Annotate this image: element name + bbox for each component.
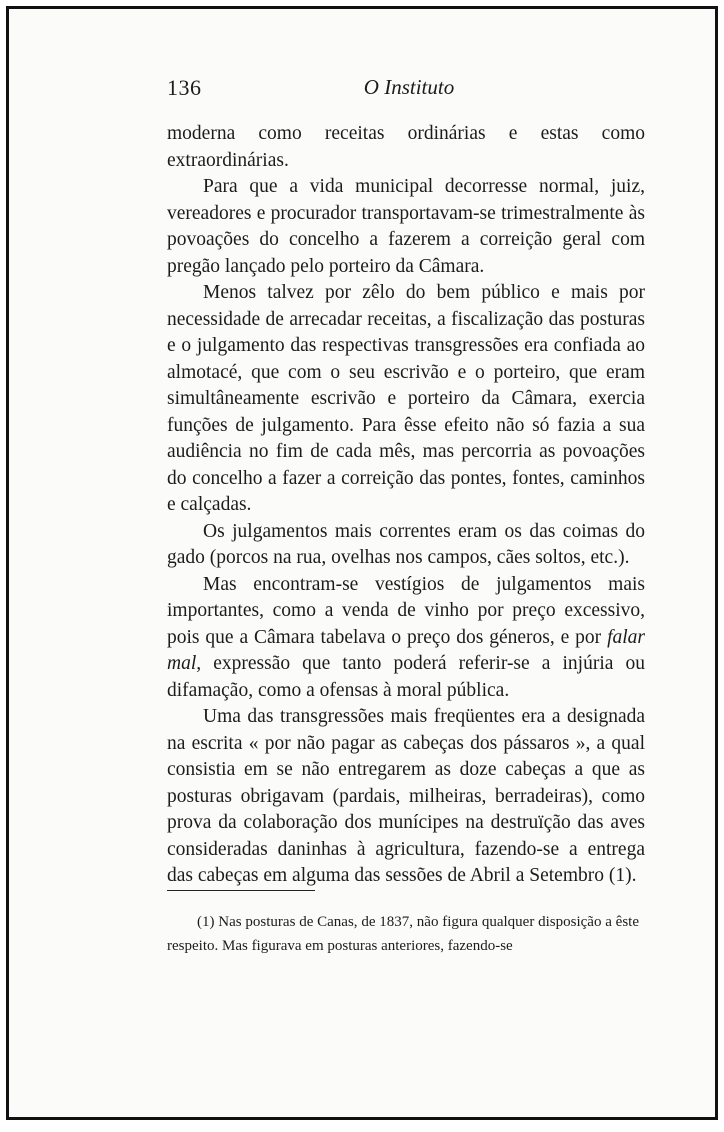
paragraph-5 [167,572,645,705]
paragraph-5-text-before: Mas encontram-se vestígios de julgamentos mais importantes, como a venda de vinho por preço excessivo, pois que a Câmara tabelava o preço dos géneros, e por [167,573,645,648]
page-number: 136 [167,75,202,100]
footnote [167,910,639,958]
paragraph-4: Os julgamentos mais correntes eram os das coimas do gado (porcos na rua, ovelhas nos campos, cães soltos, etc.). [167,520,645,568]
footnote-reference: (1). [608,865,637,886]
footnote-divider [167,890,315,891]
paragraph-1: moderna como receitas ordinárias e estas como extraordinárias. [167,123,645,171]
paragraph-5-text-after: expressão que tanto poderá referir-se a injúria ou difamação, como a ofensas à moral pública. [167,653,645,701]
paragraph-5-emphasis: falar mal, [167,626,645,674]
paragraph-6-text: Uma das transgressões mais freqüentes era a designada na escrita « por não pagar as cabeças dos pássaros », a qual consistia em se não entregarem as doze cabeças a que as posturas obrigavam (pardais, milheiras, berradeiras), como prova da colaboração dos munícipes na destruïção das aves consideradas daninhas à agricultura, fazendo-se a entrega das cabeças em alguma das sessões de Abril a Setembro [167,706,645,886]
footnote-marker: (1) [197,914,215,930]
page-header [167,75,651,105]
book-page [6,6,718,1120]
paragraph-3: Menos talvez por zêlo do bem público e mais por necessidade de arrecadar receitas, a fiscalização das posturas e o julgamento das respectivas transgressões era confiada ao almotacé, que com o seu escrivão e o porteiro, que eram simultâneamente escrivão e porteiro da Câmara, exercia funções de julgamento. Para êsse efeito não só fazia a sua audiência no fim de cada mês, mas percorria as povoações do concelho a fazer a correição das pontes, fontes, caminhos e calçadas. [167,282,645,515]
paragraph-6 [167,704,645,890]
body-text [167,121,645,890]
running-title: O Instituto [363,75,455,99]
footnote-paragraph [167,910,639,958]
footnote-text: Nas posturas de Canas, de 1837, não figura qualquer disposição a êste respeito. Mas figurava em posturas anteriores, fazendo-se [167,914,639,954]
paragraph-2: Para que a vida municipal decorresse normal, juiz, vereadores e procurador transportavam-se trimestralmente às povoações do concelho a fazerem a correição geral com pregão lançado pelo porteiro da Câmara. [167,176,645,277]
